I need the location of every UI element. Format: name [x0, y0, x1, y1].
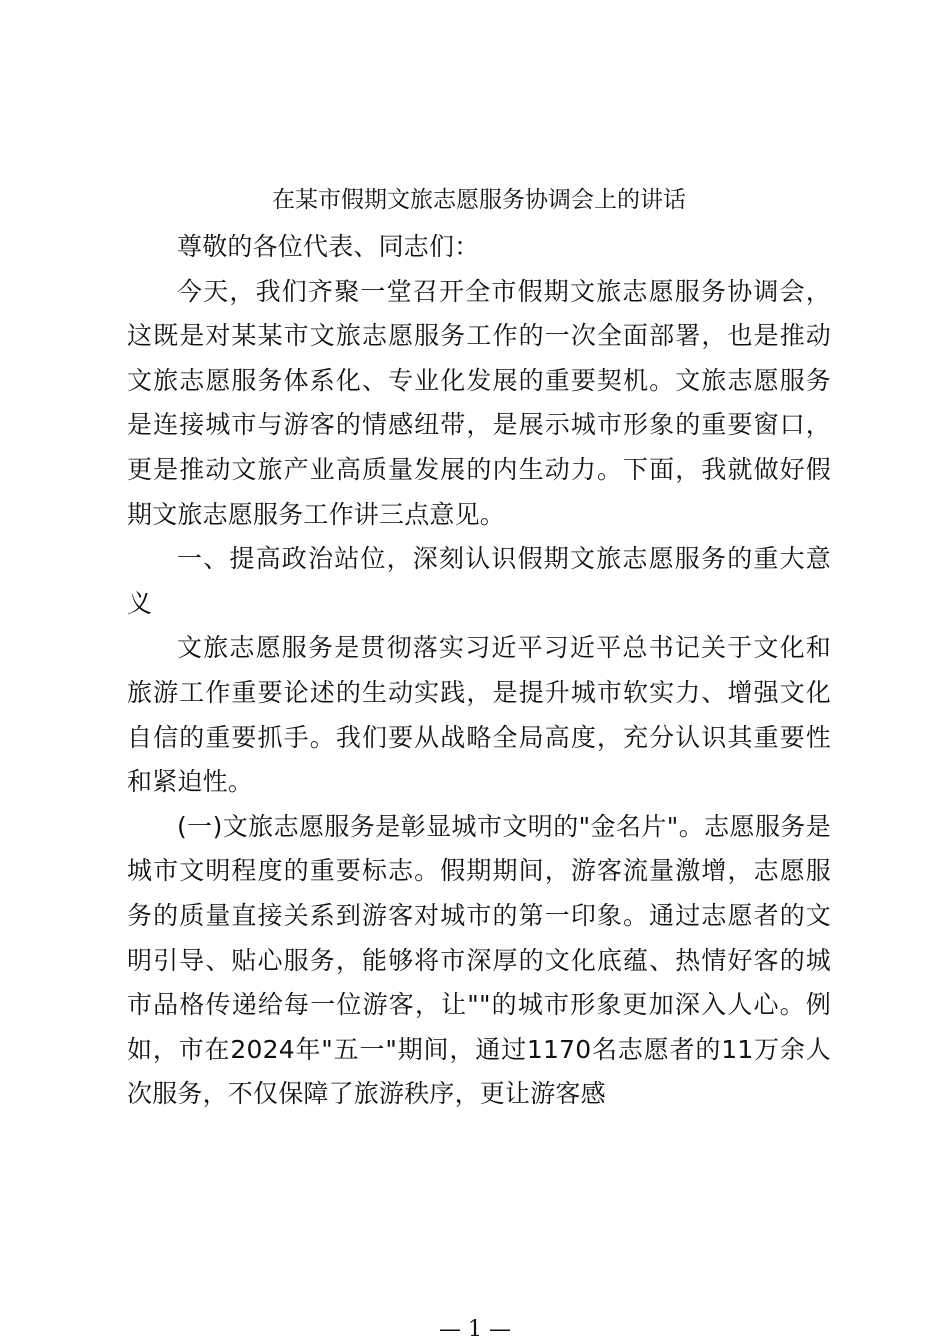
paragraph-subsection-1: (一)文旅志愿服务是彰显城市文明的"金名片"。志愿服务是城市文明程度的重要标志。假期期间，游客流量激增，志愿服务的质量直接关系到游客对城市的第一印象。通过志愿者的文明引导、贴心服务，能够将市深厚的文化底蕴、热情好客的城市品格传递给每一位游客，让""的城市形象更加深入人心。例如，市在2024年"五一"期间，通过1170名志愿者的11万余人次服务，不仅保障了旅游秩序，更让游客感: [127, 811, 831, 1109]
document-title: 在某市假期文旅志愿服务协调会上的讲话: [272, 187, 686, 213]
document-body: [127, 225, 831, 1117]
paragraph-intro: 今天，我们齐聚一堂召开全市假期文旅志愿服务协调会，这既是对某某市文旅志愿服务工作的一次全面部署，也是推动文旅志愿服务体系化、专业化发展的重要契机。文旅志愿服务是连接城市与游客的情感纽带，是展示城市形象的重要窗口，更是推动文旅产业高质量发展的内生动力。下面，我就做好假期文旅志愿服务工作讲三点意见。: [127, 276, 831, 529]
section-heading-1: 一、提高政治站位，深刻认识假期文旅志愿服务的重大意义: [127, 544, 831, 618]
salutation: 尊敬的各位代表、同志们：: [177, 232, 480, 261]
page-number: — 1 —: [439, 1317, 511, 1342]
paragraph-section-1: 文旅志愿服务是贯彻落实习近平习近平总书记关于文化和旅游工作重要论述的生动实践，是提升城市软实力、增强文化自信的重要抓手。我们要从战略全局高度，充分认识其重要性和紧迫性。: [127, 633, 831, 797]
